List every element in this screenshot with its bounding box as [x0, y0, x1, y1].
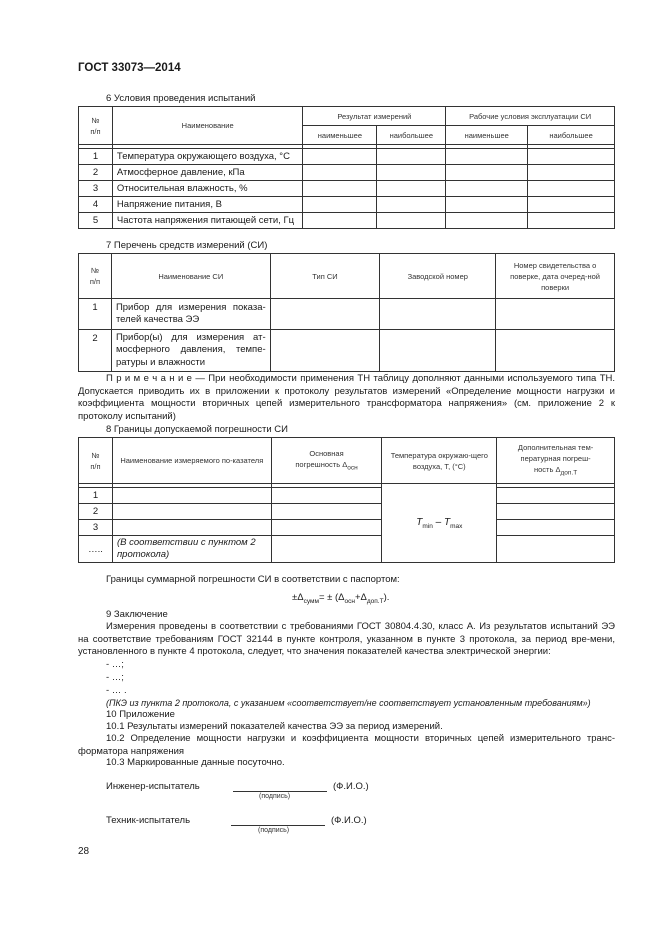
doc-header: ГОСТ 33073—2014 [78, 62, 181, 74]
pke-note: (ПКЭ из пункта 2 протокола, с указанием «соответствует/не соответствует установленным требованиям») [106, 698, 591, 708]
dash-item: - … . [106, 685, 127, 696]
section-6-title: 6 Условия проведения испытаний [106, 93, 256, 104]
col-base-error: Основная погрешность $\Delta_{осн}$ [271, 438, 382, 484]
dash-item: - …; [106, 672, 124, 683]
dash-item: - …; [106, 659, 124, 670]
engineer-label: Инженер-испытатель [106, 781, 200, 792]
conclusion-text: Измерения проведены в соответствии с требованиями ГОСТ 30804.4.30, класс А. Из результатов испытаний ЭЭ на соответствие требованиям ГОСТ 32144 в пункте контроля, указанном в пункте 3 протокола, за период вре-мени, установленного в пункте 4 протокола, следует, что значения показателей качества электрической энергии: [78, 621, 615, 657]
table-row: ….. (В соответствии с пунктом 2 протокола) [79, 536, 615, 563]
table-row: 1 [79, 488, 615, 504]
table-row: 1 Температура окружающего воздуха, °С [79, 149, 615, 165]
table-row: 1 Прибор для измерения показа-телей качества ЭЭ [79, 299, 615, 330]
col-name: Наименование [112, 107, 303, 145]
technician-fio: (Ф.И.О.) [331, 815, 367, 826]
engineer-signature-line [233, 779, 327, 792]
table-row: 3 Относительная влажность, % [79, 181, 615, 197]
table-row: 4 Напряжение питания, В [79, 197, 615, 213]
section-7-title: 7 Перечень средств измерений (СИ) [106, 240, 268, 251]
col-num: № п/п [79, 107, 113, 145]
col-add-error: Дополнительная тем- пературная погреш- ность $\Delta_{доп.T}$ [497, 438, 615, 484]
col-work: Рабочие условия эксплуатации СИ [446, 107, 615, 126]
formula: $\pm\Delta_{сумм}= \pm (\Delta_{осн}+\Delta_{доп.T})$. [292, 592, 390, 605]
engineer-fio: (Ф.И.О.) [333, 781, 369, 792]
item-10-2: 10.2 Определение мощности нагрузки и коэффициента мощности вторичных цепей измерительного транс-форматора напряжения [78, 733, 615, 757]
error-bounds-table [78, 437, 615, 563]
bounds-text: Границы суммарной погрешности СИ в соответствии с паспортом: [106, 574, 400, 585]
temp-range: $T_{min} - T_{max}$ [382, 484, 497, 563]
section-10-title: 10 Приложение [106, 709, 175, 720]
item-10-3: 10.3 Маркированные данные посуточно. [106, 757, 285, 768]
col-serial: Заводской номер [380, 254, 496, 299]
col-min2: наименьшее [446, 126, 528, 145]
page-number: 28 [78, 846, 90, 857]
col-min1: наименьшее [303, 126, 377, 145]
table-row: 5 Частота напряжения питающей сети, Гц [79, 213, 615, 229]
instruments-table [78, 253, 615, 372]
section-9-title: 9 Заключение [106, 609, 168, 620]
section-8-title: 8 Границы допускаемой погрешности СИ [106, 424, 288, 435]
table-row: 2 [79, 504, 615, 520]
technician-signature-line [231, 813, 325, 826]
table-note: П р и м е ч а н и е — При необходимости применения ТН таблицу дополняют данными используемого типа ТН. Допускается приводить их в приложении к протоколу результатов измерений «Определение мощности нагрузки и коэффициента мощности вторичных цепей измерительного трансформатора напряжения» (см. приложение 2 к протоколу испытаний) [78, 373, 615, 422]
table-row: 3 [79, 520, 615, 536]
col-result: Результат измерений [303, 107, 446, 126]
col-cert: Номер свидетельства о поверке, дата очеред-ной поверки [496, 254, 615, 299]
item-10-1: 10.1 Результаты измерений показателей качества ЭЭ за период измерений. [106, 721, 443, 732]
sign-caption: (подпись) [259, 793, 291, 800]
conditions-table [78, 106, 615, 229]
table-row: 2 Прибор(ы) для измерения ат-мосферного давления, темпе-ратуры и влажности [79, 330, 615, 372]
col-max1: наибольшее [377, 126, 446, 145]
technician-label: Техник-испытатель [106, 815, 191, 826]
col-name: Наименование измеряемого по-казателя [112, 438, 271, 484]
col-type: Тип СИ [270, 254, 380, 299]
col-num: № п/п [79, 254, 112, 299]
col-name: Наименование СИ [111, 254, 270, 299]
table-row: 2 Атмосферное давление, кПа [79, 165, 615, 181]
col-temp: Температура окружаю-щего воздуха, T, (°С) [382, 438, 497, 484]
col-max2: наибольшее [528, 126, 615, 145]
sign-caption: (подпись) [258, 827, 290, 834]
col-num: № п/п [79, 438, 113, 484]
